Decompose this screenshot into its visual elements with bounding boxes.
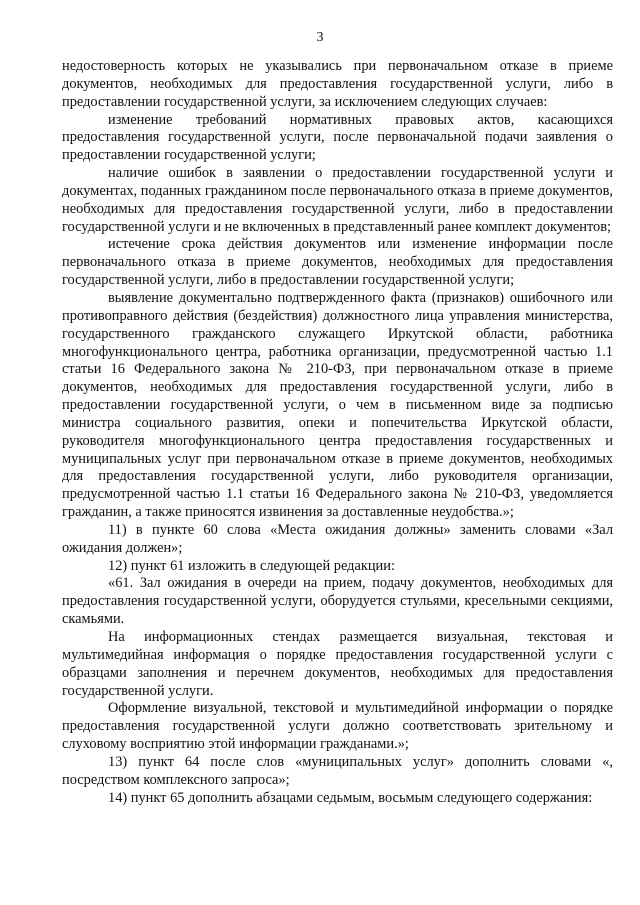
paragraph-regulation-change: изменение требований нормативных правовых актов, касающихся предоставления государственной услуги, после первоначальной подачи заявления о предоставлении государственной услуги;: [62, 111, 613, 164]
paragraph-item-14: 14) пункт 65 дополнить абзацами седьмым, восьмым следующего содержания:: [108, 789, 593, 806]
paragraph-item-11: 11) в пункте 60 слова «Места ожидания должны» заменить словами «Зал ожидания должен»;: [62, 521, 613, 556]
paragraph-application-errors: наличие ошибок в заявлении о предоставлении государственной услуги и документах, поданных гражданином после первоначального отказа в приеме документов, необходимых для предоставления государственной услуги, либо в предоставлении государственной услуги и не включенных в представленный ранее комплект документов;: [62, 165, 613, 235]
paragraph-info-design: Оформление визуальной, текстовой и мультимедийной информации о порядке предоставления государственной услуги должно соответствовать зрительному и слуховому восприятию этой информации гражданами.»;: [62, 700, 613, 753]
page-number: 3: [316, 30, 324, 45]
paragraph-official-error: выявление документально подтвержденного факта (признаков) ошибочного или противоправного действия (бездействия) должностного лица управления министерства, государственного гражданского служащего Иркутской области, работника многофункционального центра, работника организации, предусмотренной частью 1.1 статьи 16 Федерального закона № 210-ФЗ, при первоначальном отказе в приеме документов, необходимых для предоставления государственной услуги, либо в предоставлении государственной услуги, о чем в письменном виде за подписью министра социального развития, опеки и попечительства Иркутской области, руководителя многофункционального центра предоставления государственных и муниципальных услуг при первоначальном отказе в приеме документов, необходимых для предоставления государственной услуги, либо руководителя организации, предусмотренной частью 1.1 статьи 16 Федерального закона № 210-ФЗ, уведомляется гражданин, а также приносятся извинения за доставленные неудобства.»;: [62, 289, 613, 521]
paragraph-continuation: недостоверность которых не указывались при первоначальном отказе в приеме документов, необходимых для предоставления государственной услуги, либо в предоставлении государственной услуги, за исключением следующих случаев:: [62, 58, 613, 110]
paragraph-info-stands: На информационных стендах размещается визуальная, текстовая и мультимедийная информация о порядке предоставления государственной услуги с образцами заполнения и перечнем документов, необходимых для предоставления государственной услуги.: [62, 629, 613, 699]
paragraph-clause-61: «61. Зал ожидания в очереди на прием, подачу документов, необходимых для предоставления государственной услуги, оборудуется стульями, кресельными секциями, скамьями.: [62, 575, 613, 628]
paragraph-document-expiry: истечение срока действия документов или изменение информации после первоначального отказа в приеме документов, необходимых для предоставления государственной услуги, либо в предоставлении государственной услуги;: [62, 236, 613, 289]
paragraph-item-12: 12) пункт 61 изложить в следующей редакции:: [108, 557, 395, 574]
document-body: [62, 58, 613, 807]
paragraph-item-13: 13) пункт 64 после слов «муниципальных услуг» дополнить словами «, посредством комплексного запроса»;: [62, 753, 613, 788]
